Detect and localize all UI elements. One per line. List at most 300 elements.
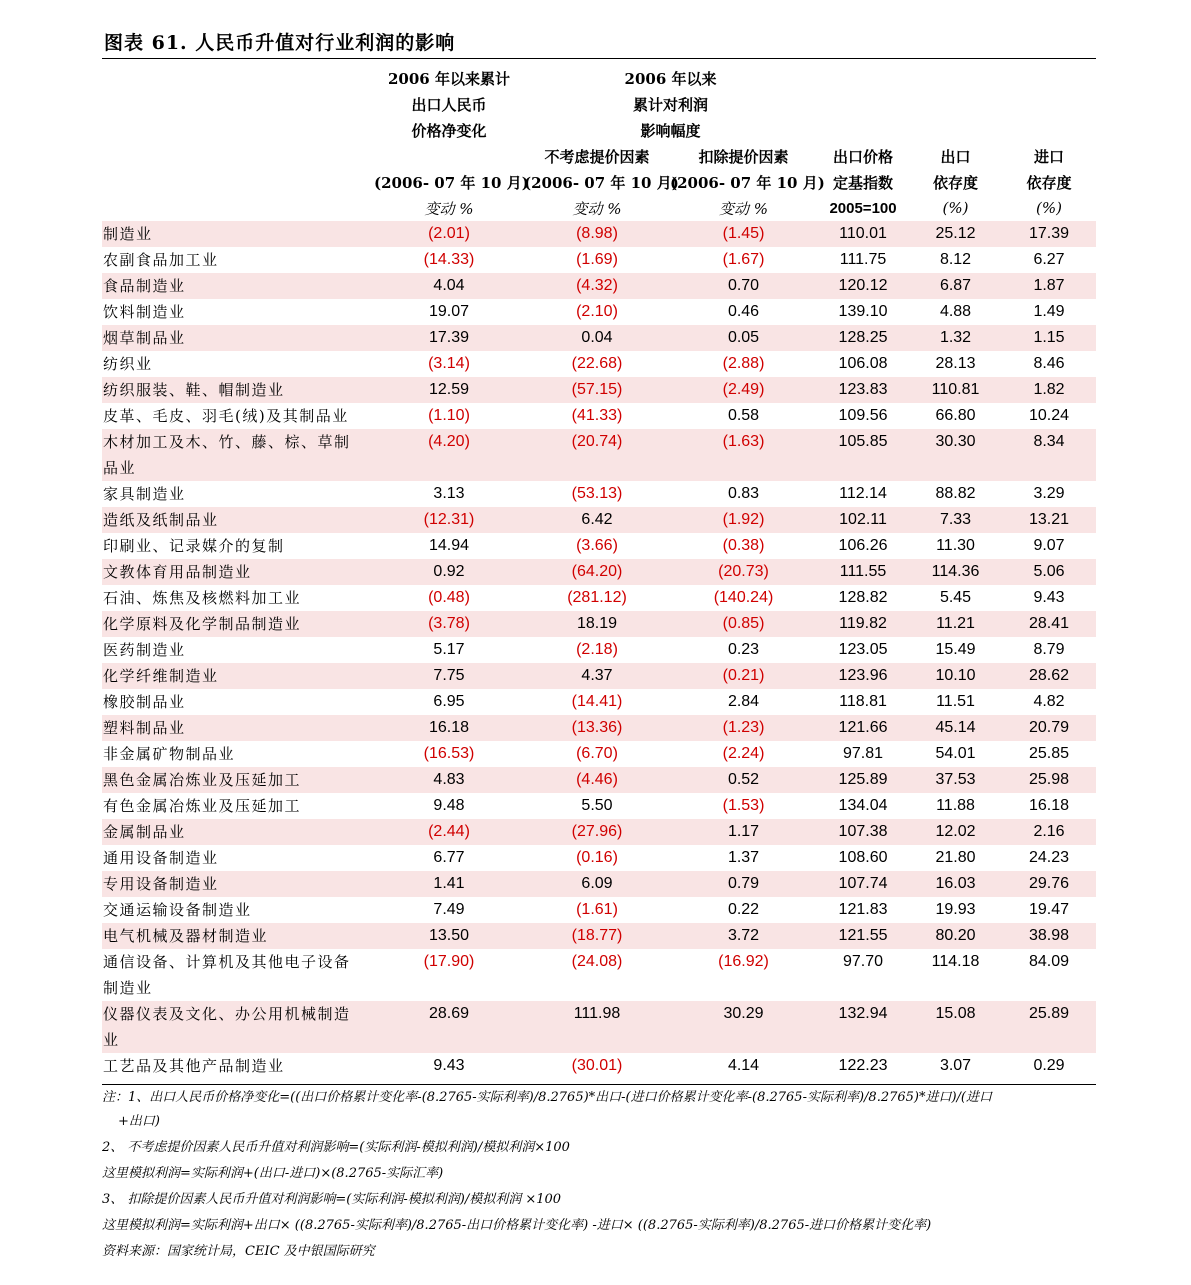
note-3-detail: 这里模拟利润=实际利润+出口× ((8.2765-实际利率)/8.2765-出口价格累计变化率) -进口× ((8.2765-实际利率)/8.2765-进口价格累计变化率) [102,1218,932,1233]
industry-name [102,221,374,247]
industry-name [102,585,374,611]
industry-name-line2: 制造业 [103,979,153,997]
value-cell-col6: 19.93 [935,901,976,918]
note-3: 3、 扣除提价因素人民币升值对利润影响=(实际利润-模拟利润)/模拟利润 ×100 [102,1192,562,1207]
industry-name [102,871,374,897]
value-cell-col6: 28.13 [935,355,976,372]
table-row [102,481,1096,507]
value-cell-col7: 6.27 [1033,251,1065,268]
header-col6-line1: 出口 [940,147,971,166]
value-cell-col7: 28.62 [1002,663,1096,689]
table-row [102,923,1096,949]
value-cell-col3: (281.12) [567,589,627,606]
value-cell-col3: (8.98) [524,221,670,247]
table-row [102,793,1096,819]
value-cell-col6: 88.82 [935,485,976,502]
value-cell-col3: (64.20) [524,559,670,585]
value-cell-col7: 38.98 [1002,923,1096,949]
industry-name-line1: 交通运输设备制造业 [103,901,252,919]
value-cell-col4: (1.53) [722,797,765,814]
industry-name [102,429,374,481]
industry-name-line2: 品业 [103,459,137,477]
value-cell-col5: 128.25 [817,325,909,351]
header-period: (2006- 07 年 10 月) [374,173,529,192]
value-cell-col7: 5.06 [1002,559,1096,585]
table-row [102,897,1096,923]
value-cell-col4: 3.72 [670,923,817,949]
value-cell-col5: 102.11 [817,507,909,533]
industry-name [102,819,374,845]
industry-name [102,377,374,403]
industry-name-line1: 仪器仪表及文化、办公用机械制造 [103,1005,351,1023]
value-cell-col2: 7.49 [433,901,465,918]
industry-name [102,299,374,325]
value-cell-col2: 4.83 [374,767,524,793]
value-cell-col4: 0.22 [727,901,760,918]
value-cell-col3: (24.08) [571,953,623,970]
table-row [102,689,1096,715]
value-cell-col6: 21.80 [935,849,976,866]
value-cell-col6: 25.12 [909,221,1002,247]
industry-name [102,1053,374,1079]
value-cell-col2: 0.92 [374,559,524,585]
value-cell-col2: (14.33) [423,251,475,268]
value-cell-col6: 54.01 [935,745,976,762]
value-cell-col6: 1.32 [909,325,1002,351]
industry-name [102,767,374,793]
value-cell-col4: (1.45) [670,221,817,247]
note-2-detail: 这里模拟利润=实际利润+(出口-进口)×(8.2765-实际汇率) [102,1166,444,1181]
value-cell-col6: 11.21 [909,611,1002,637]
value-cell-col7: 25.98 [1002,767,1096,793]
industry-name-line1: 制造业 [103,225,153,243]
industry-name [102,923,374,949]
value-cell-col7: 17.39 [1002,221,1096,247]
industry-name [102,481,374,507]
value-cell-col5: 97.70 [842,953,884,970]
industry-name [102,741,374,767]
page-title: 图表 61. 人民币升值对行业利润的影响 [104,32,456,54]
header-col5-line1: 出口价格 [833,147,894,166]
value-cell-col3: 0.04 [524,325,670,351]
value-cell-col2: (0.48) [428,589,470,606]
value-cell-col3: (14.41) [571,693,623,710]
industry-name [102,845,374,871]
value-cell-col5: 106.26 [838,537,888,554]
value-cell-col4: 0.23 [727,641,760,658]
industry-name-line1: 化学纤维制造业 [103,667,219,685]
industry-name [102,663,374,689]
value-cell-col2: 12.59 [374,377,524,403]
value-cell-col6: 7.33 [909,507,1002,533]
value-cell-col3: (20.74) [524,429,670,481]
value-cell-col3: (3.66) [576,537,618,554]
value-cell-col7: 0.29 [1033,1057,1065,1074]
value-cell-col6: 6.87 [909,273,1002,299]
value-cell-col3: (18.77) [524,923,670,949]
table-row [102,637,1096,663]
value-cell-col4: 0.83 [727,485,760,502]
value-cell-col2: 9.43 [433,1057,465,1074]
value-cell-col4: (1.23) [670,715,817,741]
industry-name [102,559,374,585]
table-row [102,949,1096,1001]
footnotes [102,1084,1096,1265]
value-cell-col7: 84.09 [1028,953,1070,970]
value-cell-col5: 132.94 [817,1001,909,1053]
header-unit: 变动 % [718,199,769,218]
industry-name [102,715,374,741]
header-col7-line2: 依存度 [1026,173,1072,192]
table-row [102,1001,1096,1053]
note-1-continued: +出口) [118,1114,160,1129]
table-row [102,299,1096,325]
industry-name [102,247,374,273]
value-cell-col2: (16.53) [423,745,475,762]
header-col7-line1: 进口 [1034,147,1065,166]
industry-name [102,897,374,923]
industry-name [102,325,374,351]
value-cell-col5: 125.89 [817,767,909,793]
value-cell-col7: 28.41 [1002,611,1096,637]
value-cell-col7: 1.82 [1002,377,1096,403]
value-cell-col4: 2.84 [727,693,760,710]
header-group2-line2: 累计对利润 [633,95,709,114]
table-row [102,585,1096,611]
industry-name-line1: 木材加工及木、竹、藤、棕、草制 [103,433,351,451]
industry-name-line1: 橡胶制品业 [103,693,186,711]
value-cell-col4: (0.38) [722,537,765,554]
profit-impact-table [102,65,1096,1079]
value-cell-col7: 8.34 [1002,429,1096,481]
table-row [102,715,1096,741]
value-cell-col3: 6.42 [524,507,670,533]
value-cell-col6: 12.02 [909,819,1002,845]
value-cell-col3: (57.15) [524,377,670,403]
value-cell-col4: (0.21) [670,663,817,689]
value-cell-col7: 19.47 [1028,901,1070,918]
value-cell-col3: (4.32) [524,273,670,299]
header-col6-line3: (%) [942,199,969,217]
industry-name [102,533,374,559]
value-cell-col2: 9.48 [433,797,465,814]
value-cell-col6: 110.81 [909,377,1002,403]
source-note: 资料来源：国家统计局，CEIC 及中银国际研究 [102,1244,375,1259]
value-cell-col6: 80.20 [909,923,1002,949]
header-group1-line2: 出口人民币 [411,95,487,114]
value-cell-col5: 109.56 [838,407,888,424]
table-row [102,767,1096,793]
industry-name-line1: 石油、炼焦及核燃料加工业 [103,589,302,607]
value-cell-col4: 30.29 [670,1001,817,1053]
industry-name [102,949,374,1001]
value-cell-col2: 3.13 [433,485,465,502]
value-cell-col6: 66.80 [935,407,976,424]
industry-name [102,273,374,299]
value-cell-col5: 118.81 [839,693,887,710]
header-period: (2006- 07 年 10 月) [670,173,825,192]
header-col5-line3: 2005=100 [829,199,897,217]
value-cell-col4: 1.17 [670,819,817,845]
industry-name-line1: 农副食品加工业 [103,251,219,269]
table-row [102,819,1096,845]
header-col3-label: 不考虑提价因素 [544,147,650,166]
value-cell-col4: 1.37 [727,849,760,866]
value-cell-col3: (2.18) [576,641,618,658]
value-cell-col7: 1.49 [1033,303,1065,320]
table-row [102,377,1096,403]
value-cell-col4: (140.24) [713,589,774,606]
header-col6-line2: 依存度 [933,173,979,192]
value-cell-col7: 24.23 [1028,849,1070,866]
value-cell-col7: 9.07 [1033,537,1065,554]
value-cell-col2: 14.94 [428,537,470,554]
value-cell-col6: 16.03 [909,871,1002,897]
value-cell-col6: 3.07 [939,1057,972,1074]
value-cell-col2: (17.90) [423,953,475,970]
table-row [102,663,1096,689]
value-cell-col4: (2.49) [670,377,817,403]
value-cell-col6: 4.88 [939,303,972,320]
industry-name-line1: 工艺品及其他产品制造业 [103,1057,285,1075]
table-row [102,741,1096,767]
industry-name-line1: 化学原料及化学制品制造业 [103,615,302,633]
value-cell-col3: 6.09 [524,871,670,897]
industry-name [102,637,374,663]
value-cell-col6: 37.53 [909,767,1002,793]
value-cell-col7: 29.76 [1002,871,1096,897]
value-cell-col5: 106.08 [838,355,888,372]
value-cell-col2: 4.04 [374,273,524,299]
value-cell-col4: 0.05 [670,325,817,351]
value-cell-col2: (2.44) [374,819,524,845]
value-cell-col4: 0.70 [670,273,817,299]
table-row [102,403,1096,429]
value-cell-col6: 45.14 [909,715,1002,741]
value-cell-col3: (1.61) [576,901,618,918]
value-cell-col6: 11.88 [936,797,975,814]
table-row [102,247,1096,273]
value-cell-col7: 20.79 [1002,715,1096,741]
value-cell-col4: 4.14 [727,1057,760,1074]
value-cell-col6: 114.36 [909,559,1002,585]
industry-name-line1: 黑色金属冶炼业及压延加工 [103,771,302,789]
value-cell-col6: 15.49 [935,641,976,658]
value-cell-col7: 1.15 [1002,325,1096,351]
value-cell-col2: 7.75 [374,663,524,689]
industry-name-line1: 家具制造业 [103,485,186,503]
value-cell-col6: 11.51 [936,693,975,710]
value-cell-col4: (1.92) [670,507,817,533]
table-row [102,845,1096,871]
value-cell-col7: 8.46 [1033,355,1065,372]
value-cell-col3: 4.37 [524,663,670,689]
industry-name-line1: 饮料制造业 [103,303,186,321]
value-cell-col4: (0.85) [670,611,817,637]
value-cell-col3: (6.70) [576,745,618,762]
industry-name-line1: 烟草制品业 [103,329,186,347]
value-cell-col6: 11.30 [936,537,975,554]
value-cell-col5: 112.14 [839,485,887,502]
value-cell-col5: 128.82 [838,589,888,606]
value-cell-col3: (22.68) [571,355,623,372]
value-cell-col5: 108.60 [838,849,888,866]
value-cell-col6: 30.30 [909,429,1002,481]
value-cell-col7: 25.89 [1002,1001,1096,1053]
value-cell-col2: (2.01) [374,221,524,247]
value-cell-col7: 1.87 [1002,273,1096,299]
value-cell-col5: 107.38 [817,819,909,845]
table-row [102,221,1096,247]
note-1: 注：1、出口人民币价格净变化=((出口价格累计变化率-(8.2765-实际利率)/8.2765)*出口-(进口价格累计变化率-(8.2765-实际利率)/8.2765)*进口)/(进口 [102,1090,993,1105]
value-cell-col3: 111.98 [524,1001,670,1053]
value-cell-col5: 110.01 [817,221,909,247]
value-cell-col4: (2.88) [722,355,765,372]
value-cell-col5: 121.83 [838,901,888,918]
header-unit: 变动 % [572,199,622,218]
value-cell-col5: 123.83 [817,377,909,403]
value-cell-col3: 5.50 [581,797,613,814]
industry-name-line1: 通信设备、计算机及其他电子设备 [103,953,351,971]
table-row [102,429,1096,481]
value-cell-col3: (2.10) [576,303,618,320]
table-row [102,325,1096,351]
industry-name-line1: 医药制造业 [103,641,186,659]
value-cell-col7: 9.43 [1033,589,1065,606]
value-cell-col3: (13.36) [524,715,670,741]
value-cell-col3: (53.13) [571,485,623,502]
value-cell-col7: 4.82 [1033,693,1065,710]
industry-name [102,689,374,715]
industry-name-line1: 塑料制品业 [103,719,186,737]
value-cell-col5: 120.12 [817,273,909,299]
value-cell-col7: 10.24 [1028,407,1070,424]
value-cell-col5: 123.96 [817,663,909,689]
value-cell-col4: (1.67) [722,251,765,268]
table-row [102,507,1096,533]
value-cell-col6: 15.08 [909,1001,1002,1053]
value-cell-col5: 105.85 [817,429,909,481]
value-cell-col5: 121.66 [817,715,909,741]
industry-name [102,611,374,637]
industry-name-line1: 专用设备制造业 [103,875,219,893]
table-row [102,273,1096,299]
value-cell-col7: 13.21 [1002,507,1096,533]
value-cell-col4: (2.24) [722,745,765,762]
header-group2-line1: 2006 年以来 [624,69,717,88]
value-cell-col5: 111.75 [839,251,887,268]
table-row [102,351,1096,377]
value-cell-col4: (1.63) [670,429,817,481]
value-cell-col5: 122.23 [838,1057,888,1074]
value-cell-col3: (1.69) [576,251,618,268]
header-col7-line3: (%) [1036,199,1062,217]
value-cell-col2: 28.69 [374,1001,524,1053]
value-cell-col2: 17.39 [374,325,524,351]
value-cell-col3: (4.46) [524,767,670,793]
value-cell-col6: 114.18 [931,953,980,970]
header-group1-line3: 价格净变化 [411,121,487,140]
value-cell-col2: 13.50 [374,923,524,949]
industry-name-line1: 纺织服装、鞋、帽制造业 [103,381,285,399]
industry-name [102,403,374,429]
industry-name-line1: 纺织业 [103,355,153,373]
header-group1-line1: 2006 年以来累计 [388,69,510,88]
industry-name-line1: 食品制造业 [103,277,186,295]
industry-name-line1: 皮革、毛皮、羽毛(绒)及其制品业 [103,407,349,425]
table-row [102,1053,1096,1079]
table-body [102,221,1096,1079]
value-cell-col4: 0.79 [670,871,817,897]
header-period: (2006- 07 年 10 月) [524,173,679,192]
value-cell-col2: 5.17 [433,641,465,658]
value-cell-col4: (20.73) [670,559,817,585]
value-cell-col3: (41.33) [571,407,623,424]
industry-name-line1: 非金属矿物制品业 [103,745,236,763]
value-cell-col2: (3.78) [374,611,524,637]
value-cell-col2: 6.95 [433,693,465,710]
value-cell-col5: 111.55 [817,559,909,585]
value-cell-col5: 107.74 [817,871,909,897]
value-cell-col2: (12.31) [374,507,524,533]
industry-name [102,507,374,533]
header-group2-line3: 影响幅度 [640,121,701,140]
value-cell-col3: (27.96) [524,819,670,845]
value-cell-col2: 16.18 [374,715,524,741]
table-row [102,871,1096,897]
header-col5-line2: 定基指数 [833,173,894,192]
value-cell-col7: 2.16 [1002,819,1096,845]
value-cell-col6: 5.45 [939,589,972,606]
value-cell-col4: 0.52 [670,767,817,793]
value-cell-col7: 3.29 [1033,485,1065,502]
industry-name-line1: 电气机械及器材制造业 [103,927,269,945]
industry-name [102,793,374,819]
header-unit: 变动 % [424,199,474,218]
value-cell-col5: 123.05 [838,641,888,658]
header-col4-label: 扣除提价因素 [698,147,789,166]
value-cell-col7: 8.79 [1033,641,1065,658]
industry-name-line1: 通用设备制造业 [103,849,219,867]
industry-name-line1: 金属制品业 [103,823,186,841]
note-2: 2、 不考虑提价因素人民币升值对利润影响=(实际利润-模拟利润)/模拟利润×100 [102,1140,570,1155]
table-row [102,611,1096,637]
value-cell-col3: 18.19 [524,611,670,637]
value-cell-col3: (30.01) [571,1057,623,1074]
industry-name-line1: 有色金属冶炼业及压延加工 [103,797,302,815]
table-row [102,533,1096,559]
value-cell-col4: (16.92) [718,953,769,970]
table-row [102,559,1096,585]
value-cell-col7: 25.85 [1028,745,1070,762]
value-cell-col4: 0.58 [727,407,760,424]
industry-name-line1: 印刷业、记录媒介的复制 [103,537,285,555]
value-cell-col7: 16.18 [1028,797,1070,814]
title-divider [102,58,1096,59]
industry-name-line1: 文教体育用品制造业 [103,563,252,581]
value-cell-col2: (1.10) [428,407,470,424]
value-cell-col6: 10.10 [909,663,1002,689]
value-cell-col4: 0.46 [727,303,760,320]
value-cell-col5: 121.55 [817,923,909,949]
value-cell-col3: (0.16) [576,849,618,866]
value-cell-col5: 119.82 [817,611,909,637]
value-cell-col5: 134.04 [838,797,888,814]
value-cell-col2: (3.14) [428,355,470,372]
industry-name [102,351,374,377]
value-cell-col2: 19.07 [428,303,470,320]
value-cell-col2: (4.20) [374,429,524,481]
